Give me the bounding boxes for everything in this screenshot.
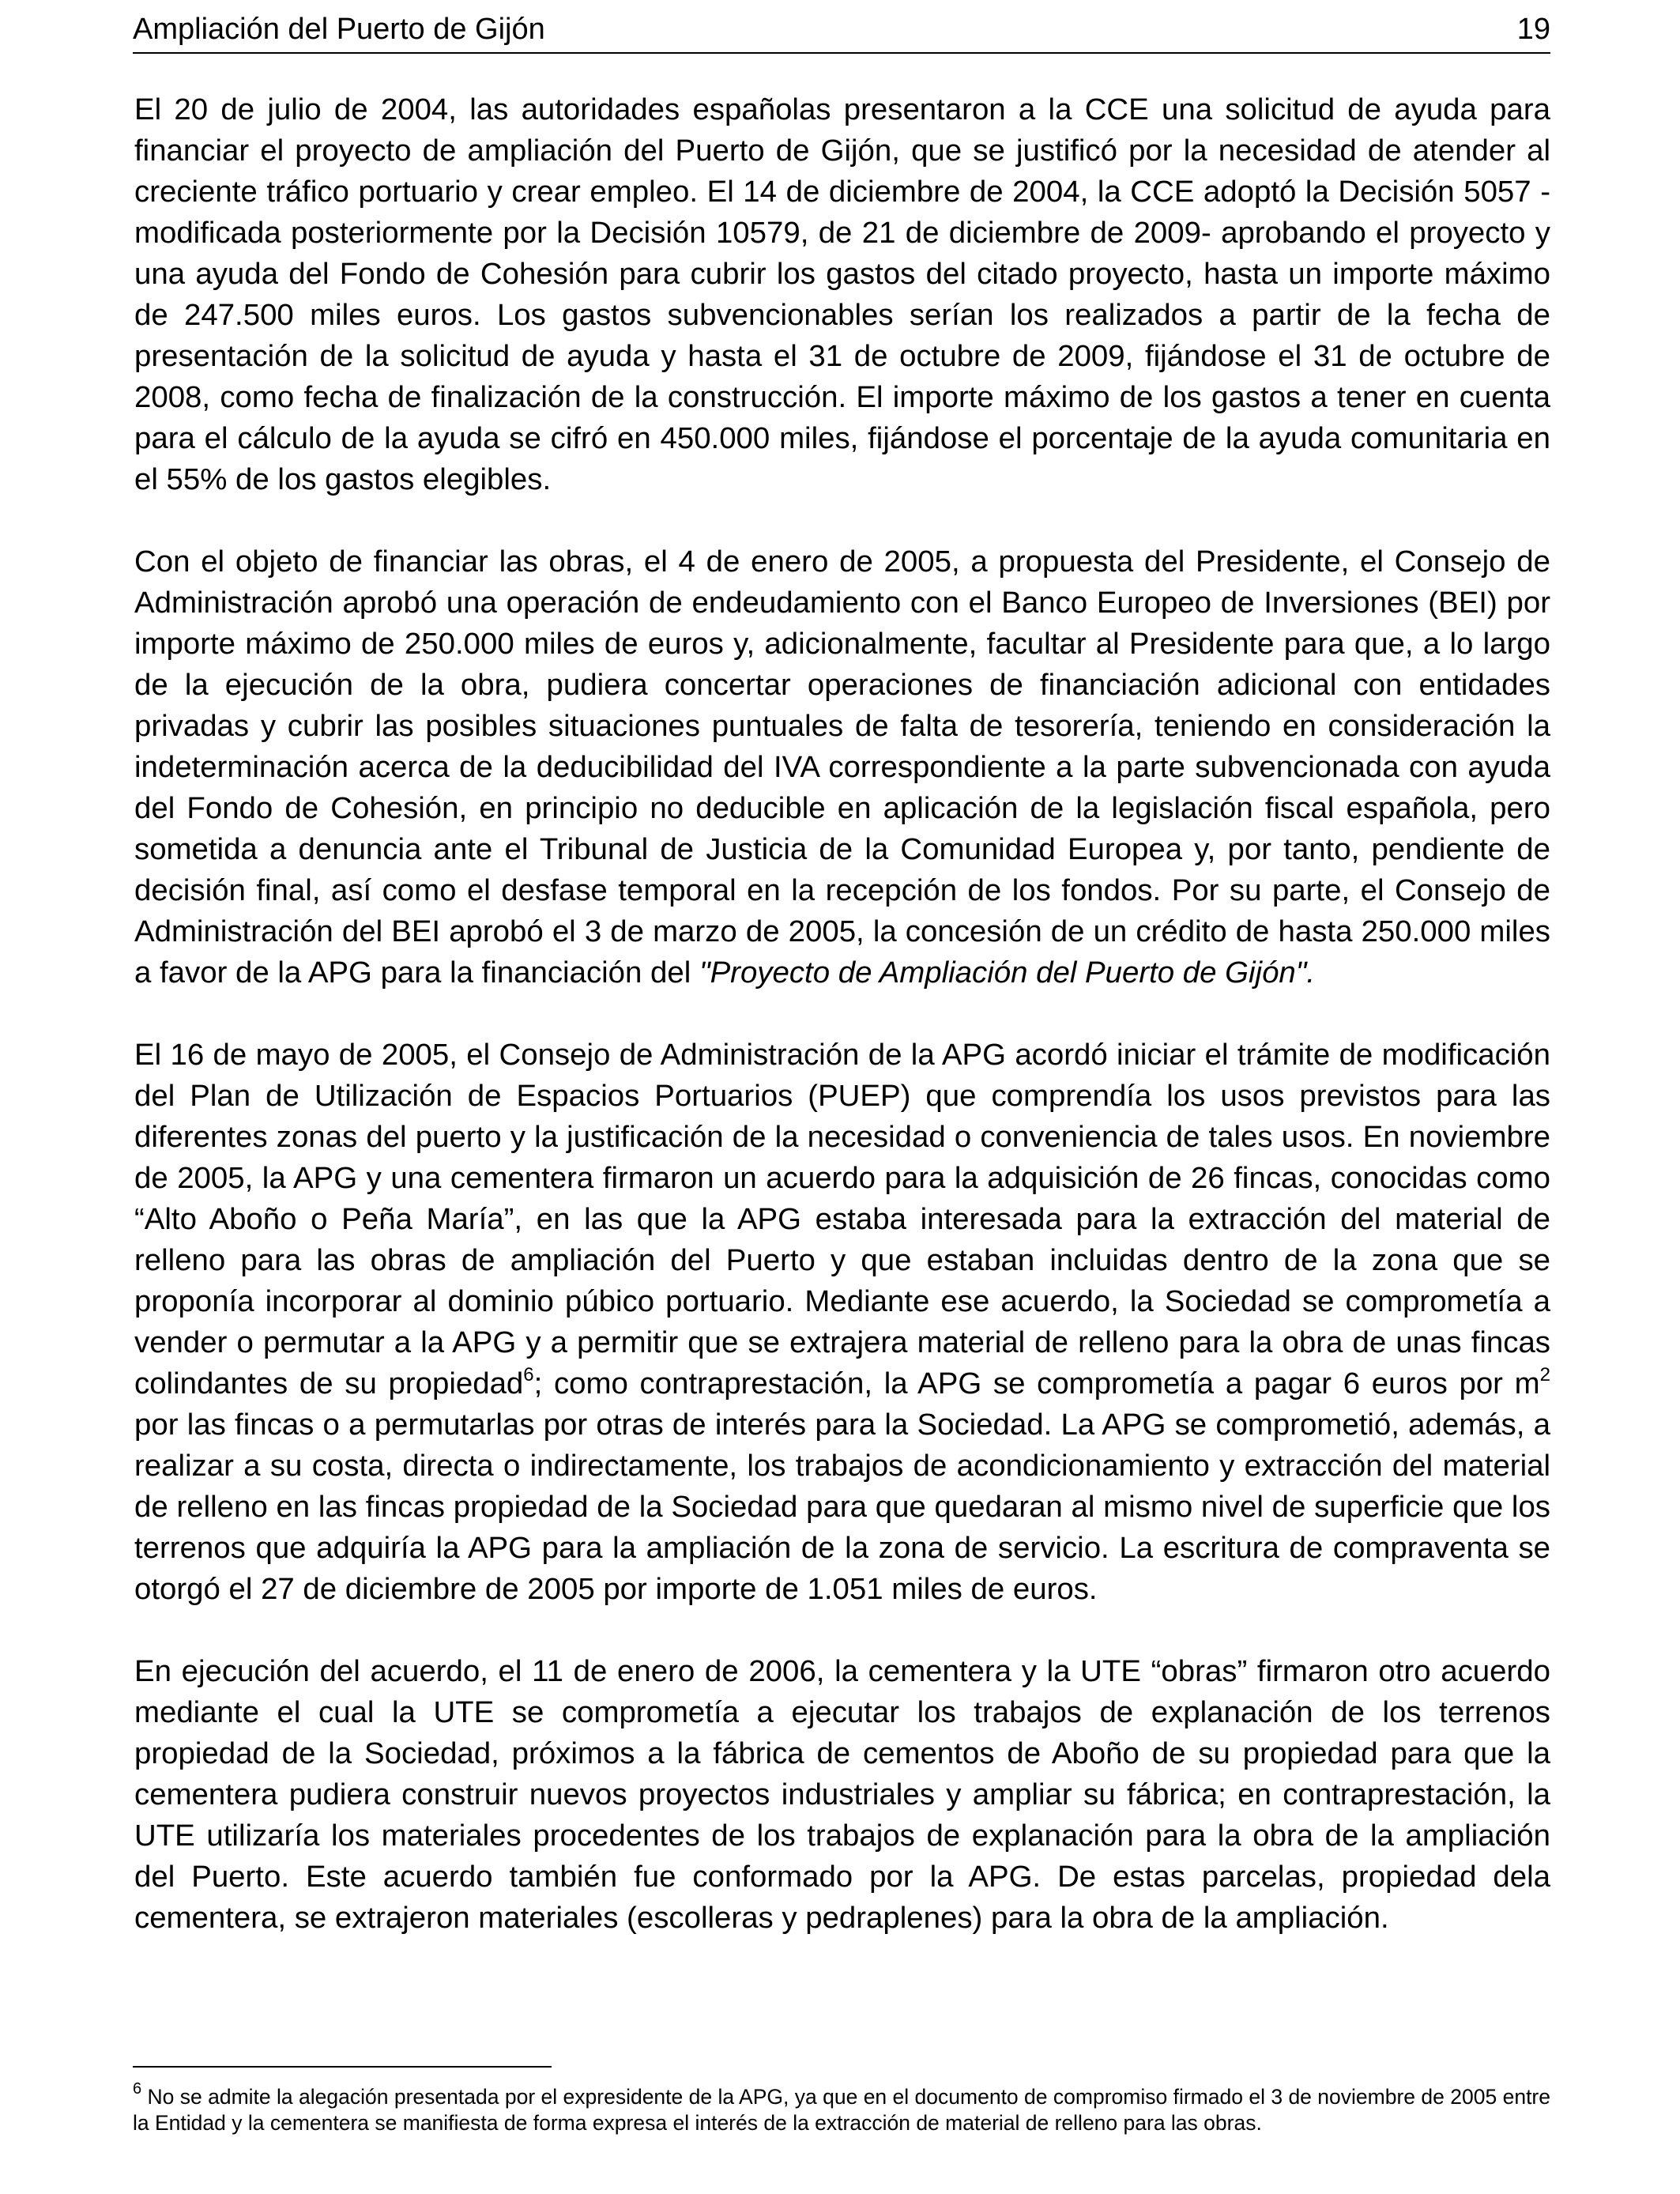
running-header	[133, 6, 1550, 54]
paragraph-3-text-a: El 16 de mayo de 2005, el Consejo de Administración de la APG acordó iniciar el trámite de modificación del Plan de Utilización de Espacios Portuarios (PUEP) que comprendía los usos previstos para las diferentes zonas del puerto y la justificación de la necesidad o conveniencia de tales usos. En noviembre de 2005, la APG y una cementera firmaron un acuerdo para la adquisición de 26 fincas, conocidas como “Alto Aboño o Peña María”, en las que la APG estaba interesada para la extracción del material de relleno para las obras de ampliación del Puerto y que estaban incluidas dentro de la zona que se proponía incorporar al dominio púbico portuario. Mediante ese acuerdo, la Sociedad se comprometía a vender o permutar a la APG y a permitir que se extrajera material de relleno para la obra de unas fincas colindantes de su propiedad	[134, 1038, 1550, 1400]
paragraph-2-text: Con el objeto de financiar las obras, el 4 de enero de 2005, a propuesta del Presidente, el Consejo de Administración aprobó una operación de endeudamiento con el Banco Europeo de Inversiones (BEI) por importe máximo de 250.000 miles de euros y, adicionalmente, facultar al Presidente para que, a lo largo de la ejecución de la obra, pudiera concertar operaciones de financiación adicional con entidades privadas y cubrir las posibles situaciones puntuales de falta de tesorería, teniendo en consideración la indeterminación acerca de la deducibilidad del IVA correspondiente a la parte subvencionada con ayuda del Fondo de Cohesión, en principio no deducible en aplicación de la legislación fiscal española, pero sometida a denuncia ante el Tribunal de Justicia de la Comunidad Europea y, por tanto, pendiente de decisión final, así como el desfase temporal en la recepción de los fondos. Por su parte, el Consejo de Administración del BEI aprobó el 3 de marzo de 2005, la concesión de un crédito de hasta 250.000 miles a favor de la APG para la financiación del	[134, 545, 1550, 990]
footnote	[133, 2080, 1550, 2136]
footnote-text: No se admite la alegación presentada por el expresidente de la APG, ya que en el documento de compromiso firmado el 3 de noviembre de 2005 entre la Entidad y la cementera se manifiesta de forma expresa el interés de la extracción de material de relleno para las obras.	[133, 2085, 1550, 2135]
header-title: Ampliación del Puerto de Gijón	[133, 13, 545, 46]
paragraph-3	[134, 1035, 1550, 1610]
paragraph-3-text-c: por las fincas o a permutarlas por otras de interés para la Sociedad. La APG se comprometió, además, a realizar a su costa, directa o indirectamente, los trabajos de acondicionamiento y extracción del material de relleno en las fincas propiedad de la Sociedad para que quedaran al mismo nivel de superficie que los terrenos que adquiría la APG para la ampliación de la zona de servicio. La escritura de compraventa se otorgó el 27 de diciembre de 2005 por importe de 1.051 miles de euros.	[134, 1408, 1550, 1606]
page-number: 19	[1516, 13, 1550, 46]
square-meter-superscript: 2	[1539, 1364, 1550, 1385]
project-title-italic: "Proyecto de Ampliación del Puerto de Gijón".	[699, 956, 1316, 990]
footnote-divider	[133, 2066, 552, 2068]
paragraph-1: El 20 de julio de 2004, las autoridades españolas presentaron a la CCE una solicitud de ayuda para financiar el proyecto de ampliación del Puerto de Gijón, que se justificó por la necesidad de atender al creciente tráfico portuario y crear empleo. El 14 de diciembre de 2004, la CCE adoptó la Decisión 5057 - modificada posteriormente por la Decisión 10579, de 21 de diciembre de 2009- aprobando el proyecto y una ayuda del Fondo de Cohesión para cubrir los gastos del citado proyecto, hasta un importe máximo de 247.500 miles euros. Los gastos subvencionables serían los realizados a partir de la fecha de presentación de la solicitud de ayuda y hasta el 31 de octubre de 2009, fijándose el 31 de octubre de 2008, como fecha de finalización de la construcción. El importe máximo de los gastos a tener en cuenta para el cálculo de la ayuda se cifró en 450.000 miles, fijándose el porcentaje de la ayuda comunitaria en el 55% de los gastos elegibles.	[134, 92, 1550, 496]
body-text	[134, 89, 1550, 1939]
paragraph-3-text-b: ; como contraprestación, la APG se comprometía a pagar 6 euros por m	[533, 1367, 1540, 1400]
paragraph-4: En ejecución del acuerdo, el 11 de enero de 2006, la cementera y la UTE “obras” firmaron otro acuerdo mediante el cual la UTE se comprometía a ejecutar los trabajos de explanación de los terrenos propiedad de la Sociedad, próximos a la fábrica de cementos de Aboño de su propiedad para que la cementera pudiera construir nuevos proyectos industriales y ampliar su fábrica; en contraprestación, la UTE utilizaría los materiales procedentes de los trabajos de explanación para la obra de la ampliación del Puerto. Este acuerdo también fue conformado por la APG. De estas parcelas, propiedad dela cementera, se extrajeron materiales (escolleras y pedraplenes) para la obra de la ampliación.	[134, 1654, 1550, 1935]
footnote-number: 6	[133, 2080, 142, 2098]
paragraph-2	[134, 541, 1550, 993]
footnote-reference[interactable]: 6	[523, 1364, 534, 1385]
